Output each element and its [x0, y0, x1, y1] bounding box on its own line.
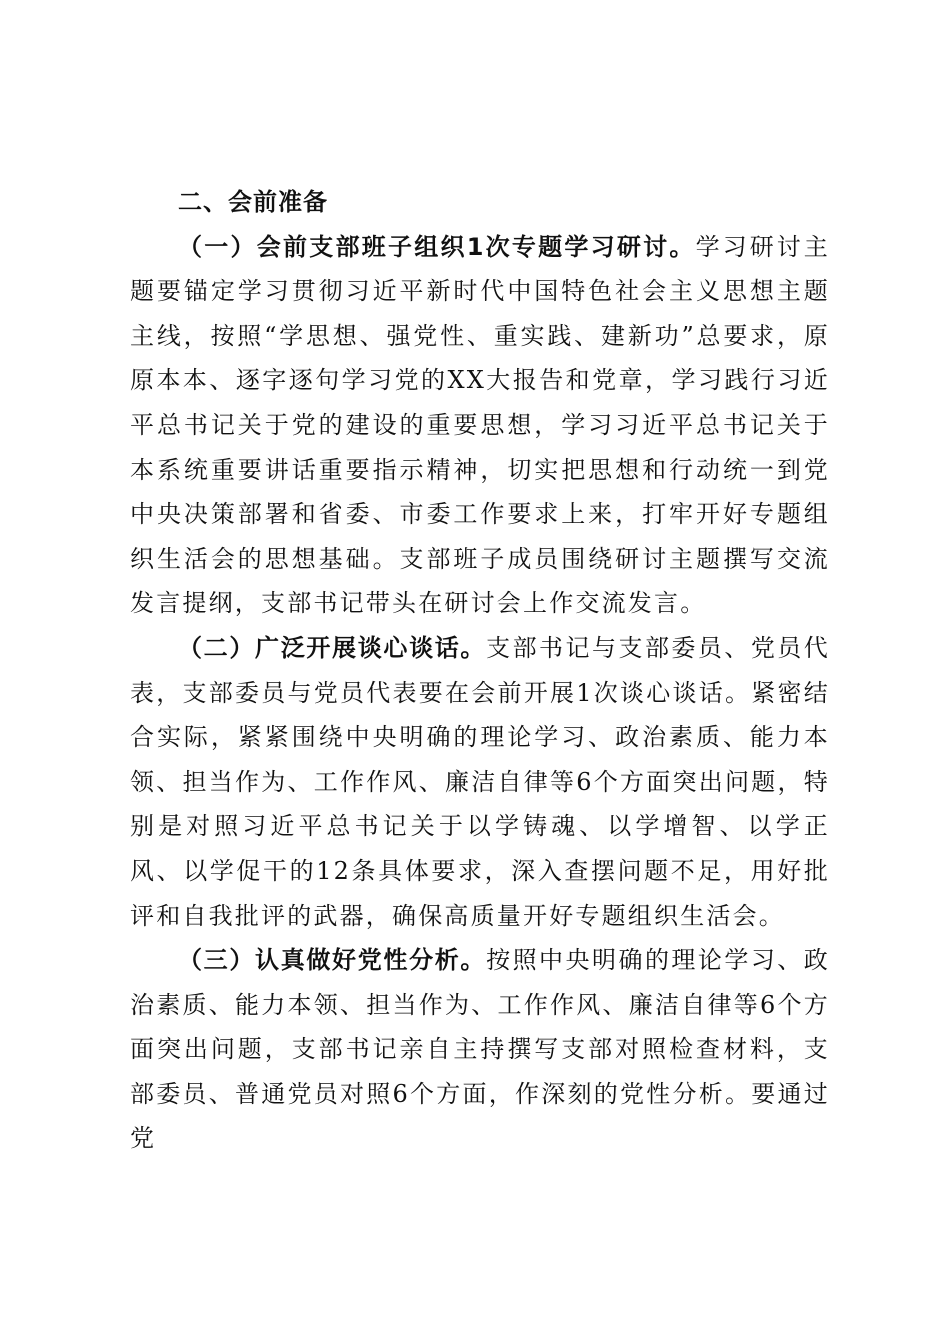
paragraph-1	[130, 225, 830, 626]
document-body	[130, 180, 830, 1161]
paragraph-3-title: （三）认真做好党性分析。	[178, 946, 487, 975]
paragraph-2	[130, 626, 830, 938]
paragraph-1-title: （一）会前支部班子组织1次专题学习研讨。	[178, 232, 696, 261]
paragraph-1-body: 学习研讨主题要锚定学习贯彻习近平新时代中国特色社会主义思想主题主线，按照“学思想、强党性、重实践、建新功”总要求，原原本本、逐字逐句学习党的XX大报告和党章，学习践行习近平总书记关于党的建设的重要思想，学习习近平总书记关于本系统重要讲话重要指示精神，切实把思想和行动统一到党中央决策部署和省委、市委工作要求上来，打牢开好专题组织生活会的思想基础。支部班子成员围绕研讨主题撰写交流发言提纲，支部书记带头在研讨会上作交流发言。	[130, 232, 831, 618]
paragraph-3-body: 按照中央明确的理论学习、政治素质、能力本领、担当作为、工作作风、廉洁自律等6个方面突出问题，支部书记亲自主持撰写支部对照检查材料，支部委员、普通党员对照6个方面，作深刻的党性分析。要通过党	[130, 946, 830, 1153]
section-heading: 二、会前准备	[178, 188, 328, 216]
paragraph-2-title: （二）广泛开展谈心谈话。	[178, 633, 487, 662]
paragraph-3	[130, 938, 830, 1161]
paragraph-2-body: 支部书记与支部委员、党员代表，支部委员与党员代表要在会前开展1次谈心谈话。紧密结合实际，紧紧围绕中央明确的理论学习、政治素质、能力本领、担当作为、工作作风、廉洁自律等6个方面突出问题，特别是对照习近平总书记关于以学铸魂、以学增智、以学正风、以学促干的12条具体要求，深入查摆问题不足，用好批评和自我批评的武器，确保高质量开好专题组织生活会。	[130, 633, 830, 930]
